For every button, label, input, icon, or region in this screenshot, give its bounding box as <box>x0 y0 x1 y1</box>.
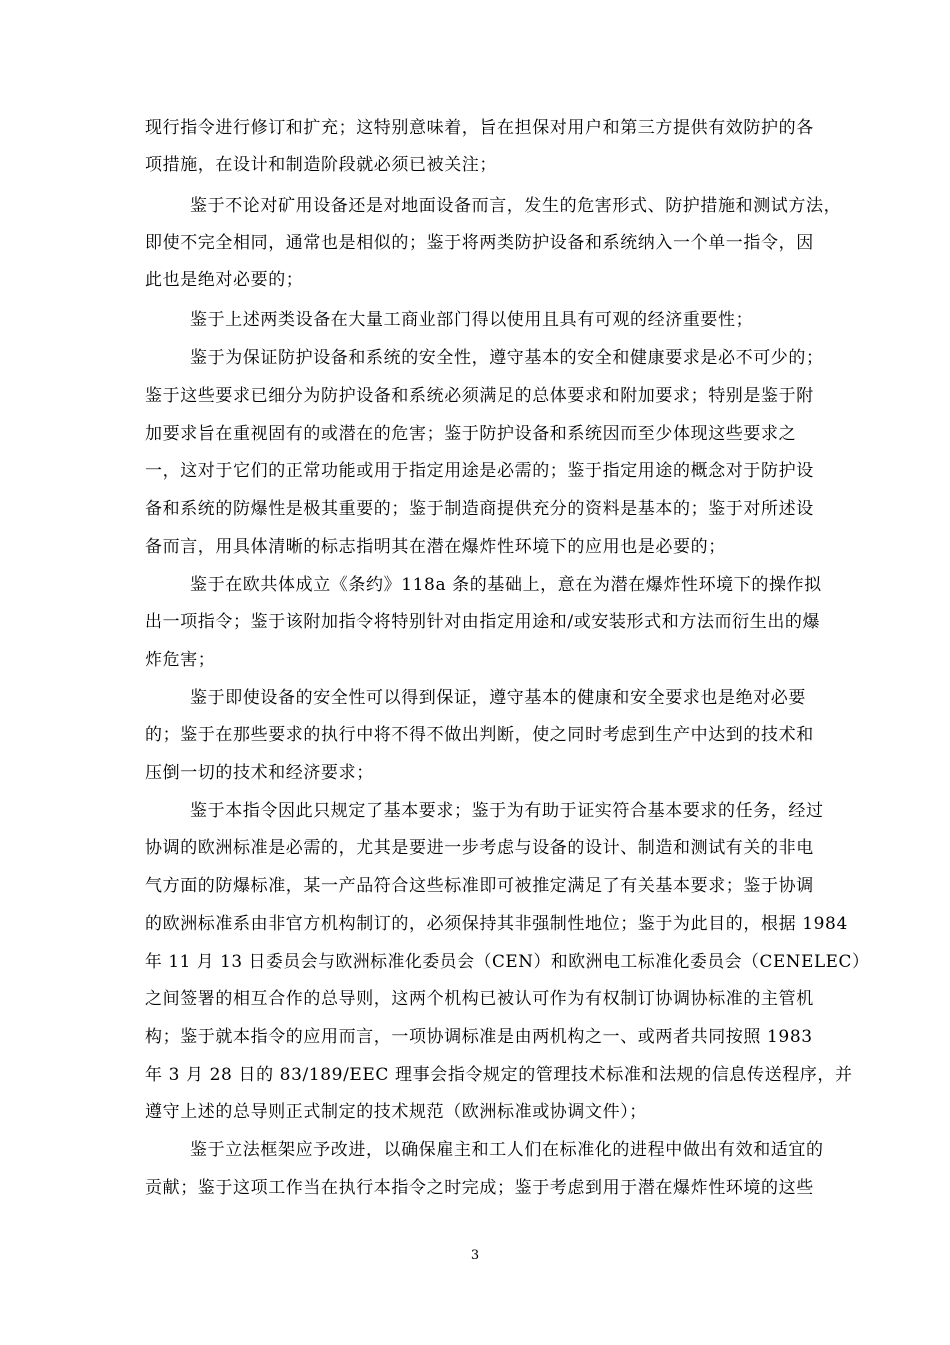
text-line-23: 年 11 月 13 日委员会与欧洲标准化委员会（CEN）和欧洲电工标准化委员会（CENELEC） <box>145 952 870 972</box>
text-line-24: 之间签署的相互合作的总导则，这两个机构已被认可作为有权制订协调协标准的主管机 <box>145 989 814 1009</box>
text-line-14: 出一项指令；鉴于该附加指令将特别针对由指定用途和/或安装形式和方法而衍生出的爆 <box>145 612 821 632</box>
text-line-6: 鉴于上述两类设备在大量工商业部门得以使用且具有可观的经济重要性； <box>190 310 754 330</box>
text-line-1: 现行指令进行修订和扩充；这特别意味着，旨在担保对用户和第三方提供有效防护的各 <box>145 118 814 138</box>
text-line-11: 备和系统的防爆性是极其重要的；鉴于制造商提供充分的资料是基本的；鉴于对所述设 <box>145 499 814 519</box>
text-line-26: 年 3 月 28 日的 83/189/EEC 理事会指令规定的管理技术标准和法规的信息传送程序，并 <box>145 1065 853 1085</box>
text-line-4: 即使不完全相同，通常也是相似的；鉴于将两类防护设备和系统纳入一个单一指令，因 <box>145 233 814 253</box>
text-line-17: 的；鉴于在那些要求的执行中将不得不做出判断，使之同时考虑到生产中达到的技术和 <box>145 725 814 745</box>
text-line-3: 鉴于不论对矿用设备还是对地面设备而言，发生的危害形式、防护措施和测试方法， <box>190 196 842 216</box>
text-line-12: 备而言，用具体清晰的标志指明其在潜在爆炸性环境下的应用也是必要的； <box>145 537 726 557</box>
text-line-13: 鉴于在欧共体成立《条约》118a 条的基础上，意在为潜在爆炸性环境下的操作拟 <box>190 575 822 595</box>
text-line-20: 协调的欧洲标准是必需的，尤其是要进一步考虑与设备的设计、制造和测试有关的非电 <box>145 838 814 858</box>
text-line-8: 鉴于这些要求已细分为防护设备和系统必须满足的总体要求和附加要求；特别是鉴于附 <box>145 386 814 406</box>
text-line-28: 鉴于立法框架应予改进，以确保雇主和工人们在标准化的进程中做出有效和适宜的 <box>190 1140 824 1160</box>
text-line-19: 鉴于本指令因此只规定了基本要求；鉴于为有助于证实符合基本要求的任务，经过 <box>190 801 824 821</box>
text-line-10: 一，这对于它们的正常功能或用于指定用途是必需的；鉴于指定用途的概念对于防护设 <box>145 461 814 481</box>
text-line-2: 项措施，在设计和制造阶段就必须已被关注； <box>145 155 497 175</box>
text-line-21: 气方面的防爆标准，某一产品符合这些标准即可被推定满足了有关基本要求；鉴于协调 <box>145 876 814 896</box>
text-line-29: 贡献；鉴于这项工作当在执行本指令之时完成；鉴于考虑到用于潜在爆炸性环境的这些 <box>145 1178 814 1198</box>
text-line-27: 遵守上述的总导则正式制定的技术规范（欧洲标准或协调文件）； <box>145 1102 647 1122</box>
page-number: 3 <box>470 1248 480 1263</box>
text-line-18: 压倒一切的技术和经济要求； <box>145 763 374 783</box>
text-line-22: 的欧洲标准系由非官方机构制订的，必须保持其非强制性地位；鉴于为此目的，根据 1984 <box>145 914 848 934</box>
text-line-5: 此也是绝对必要的； <box>145 270 304 290</box>
text-line-16: 鉴于即使设备的安全性可以得到保证，遵守基本的健康和安全要求也是绝对必要 <box>190 688 806 708</box>
text-line-7: 鉴于为保证防护设备和系统的安全性，遵守基本的安全和健康要求是必不可少的； <box>190 348 824 368</box>
text-line-9: 加要求旨在重视固有的或潜在的危害；鉴于防护设备和系统因而至少体现这些要求之 <box>145 424 797 444</box>
text-line-15: 炸危害； <box>145 650 216 670</box>
text-line-25: 构；鉴于就本指令的应用而言，一项协调标准是由两机构之一、或两者共同按照 1983 <box>145 1027 813 1047</box>
